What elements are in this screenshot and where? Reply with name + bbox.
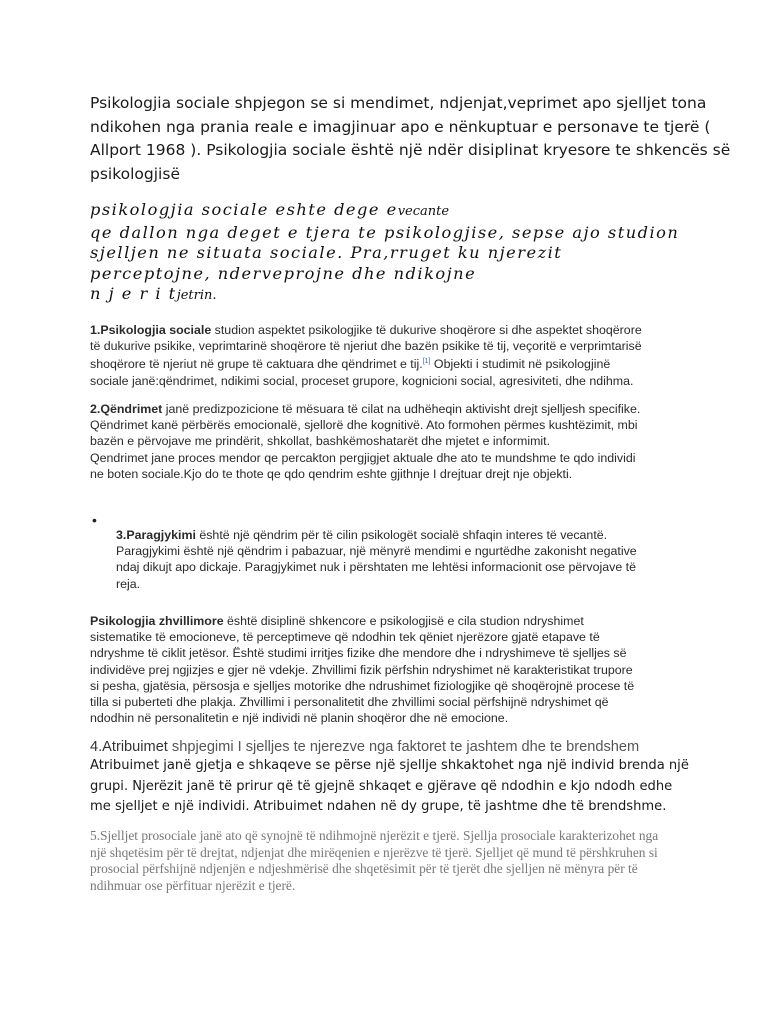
section-qendrimet: [90, 401, 728, 482]
section-psikologjia-sociale: [90, 322, 728, 389]
paragraph-line: [90, 401, 728, 417]
section-heading: 2.Qëndrimet: [90, 402, 163, 416]
intro-paragraph: [90, 92, 731, 186]
paragraph-line: Paragjykimi është një qëndrim i pabazuar, një mënyrë mendimi e ngurtëdhe zakonisht negative: [116, 544, 637, 559]
section-psikologjia-zhvillimore: [90, 613, 728, 726]
intro-line: psikologjisë: [90, 164, 180, 183]
paragraph-line: prosocial përfshijnë ndjenjën e ndjeshmërisë dhe shqetësimit për të tjerët dhe sjelljen në mënyra për të: [90, 861, 638, 877]
intro-line: Allport 1968 ). Psikologjia sociale është një ndër disiplinat kryesore te shkencës së: [90, 141, 731, 159]
italic-line: [90, 284, 728, 307]
paragraph-line: tilla si puberteti dhe plakja. Zhvillimi i personalitetit dhe zhvillimi social përfshijnë ndryshimet që: [90, 695, 609, 710]
paragraph-line: [90, 354, 728, 372]
paragraph-line: [90, 613, 728, 629]
intro-line: ndikohen nga prania reale e imagjinuar apo e nënkuptuar e personave te tjerë (: [90, 117, 711, 136]
paragraph-text: është një qëndrim për të cilin psikologët socialë shfaqin interes të vecantë.: [195, 528, 608, 542]
paragraph-line: sistematike të emocioneve, të perceptimeve që ndodhin tek qëniet njerëzore gjatë etapave të: [90, 630, 600, 645]
paragraph-line: të dukurive psikike, veprimtarinë shoqërore të njeriut dhe bazën psikike të tij, veçoritë e verprimtarisë: [90, 339, 642, 354]
paragraph-text: shoqërore të njeriut në grupe të caktuara dhe qëndrimet e tij.: [90, 357, 423, 372]
paragraph-text: është disiplinë shkencore e psikologjisë e cila studion ndryshimet: [223, 614, 584, 628]
italic-line: qe dallon nga deget e tjera te psikologjise, sepse ajo studion: [90, 222, 680, 242]
atribuimet-body: [90, 756, 728, 818]
footnote-link[interactable]: [1]: [422, 358, 431, 366]
italic-text: n j e r i t: [90, 284, 177, 304]
paragraph-line: ne boten sociale.Kjo do te thote qe qdo qendrim eshte gjithnje I drejtuar drejt nje objekti.: [90, 466, 573, 481]
paragraph-line: Qëndrimet kanë përbërës emocionalë, sjellorë dhe kognitivë. Ato formohen përmes kushtëzimit, mbi: [90, 418, 638, 433]
paragraph-line: reja.: [116, 576, 141, 591]
paragraph-line: grupi. Njerëzit janë të prirur që të gjejnë shkaqet e gjërave që ndodhin e kjo ndodh edhe: [90, 778, 673, 794]
paragraph-text: janë predizpozicione të mësuara të cilat na udhëheqin aktivisht drejt sjelljesh specifike.: [162, 402, 641, 416]
paragraph-text: Objekti i studimit në psikologjinë: [430, 357, 611, 372]
intro-line: Psikologjia sociale shpjegon se si mendimet, ndjenjat,veprimet apo sjelljet tona: [90, 94, 707, 112]
paragraph-line: [116, 527, 728, 543]
paragraph-line: si pesha, gjatësia, përsosja e sjelljes motorike dhe ndrushimet fiziologjike që shoqërojnë procese të: [90, 678, 635, 693]
paragraph-line: ndryshme të ciklit jetësor. Është studimi irritjes fizike dhe mendore dhe i ndryshimeve të sjelljes së: [90, 646, 627, 661]
italic-text: psikologjia sociale eshte dege e: [90, 200, 398, 219]
italic-text-small: jetrin.: [176, 288, 217, 304]
paragraph-line: ndodhin në personalitetin e një individi në planin shoqëror dhe në emocione.: [90, 711, 509, 726]
paragraph-text: studion aspektet psikologjike të dukurive shoqërore si dhe aspektet shoqërore: [211, 323, 642, 337]
section-heading: Psikologjia zhvillimore: [90, 614, 224, 628]
paragraph-line: një shqetësim për të drejtat, ndjenjat dhe mirëqenien e njerëzve të tjerë. Sjelljet që mund të përshkruhen si: [90, 844, 658, 860]
atribuimet-heading: [90, 738, 728, 756]
paragraph-line: Qendrimet jane proces mendor qe percakton pergjigjet aktuale dhe ato te mundshme te qdo individi: [90, 450, 636, 465]
paragraph-line: 5.Sjelljet prosociale janë ato që synojnë të ndihmojnë njerëzit e tjerë. Sjellja prosociale karakterizohet nga: [90, 828, 659, 843]
paragraph-line: Atribuimet janë gjetja e shkaqeve se përse një sjellje shkaktohet nga një individ brenda një: [90, 758, 689, 773]
italic-line: sjelljen ne situata sociale. Pra,rruget ku njerezit: [90, 243, 563, 263]
paragraph-line: [90, 322, 728, 338]
paragraph-line: ndihmuar ose përfituar njerëzit e tjerë.: [90, 878, 296, 894]
paragraph-line: sociale janë:qëndrimet, ndikimi social, proceset grupore, kognicioni social, agresiviteti, dhe ndihma.: [90, 373, 634, 388]
section-heading: 1.Psikologjia sociale: [90, 323, 212, 337]
paragraph-line: me sjelljet e një individi. Atribuimet ndahen në dy grupe, të jashtme dhe të brendshme.: [90, 799, 667, 815]
heading-text: shpjegimi I sjelljes te njerezve nga faktoret te jashtem dhe te brendshem: [167, 739, 640, 755]
paragraph-line: ndaj dikujt apo dickaje. Paragjykimet nuk i përshtaten me lehtësi informacionit ose përvojave të: [116, 560, 636, 575]
italic-line: perceptojne, nderveprojne dhe ndikojne: [90, 263, 477, 283]
section-paragjykimi: [116, 527, 728, 592]
section-heading: 3.Paragjykimi: [116, 528, 196, 542]
paragraph-line: bazën e përvojave me prindërit, shkollat, bashkëmoshatarët dhe mjetet e informimit.: [90, 434, 551, 449]
section-sjelljet-prosociale: [90, 828, 728, 895]
italic-definition: [90, 200, 728, 307]
section-heading: 4.Atribuimet: [90, 739, 168, 755]
italic-line: [90, 200, 728, 223]
italic-text-small: vecante: [397, 204, 450, 219]
paragraph-line: individëve prej ngjizjes e gjer në vdekje. Zhvillimi fizik përfshin ndryshimet në karakteristikat trupore: [90, 662, 633, 677]
bullet-marker: •: [92, 512, 97, 528]
